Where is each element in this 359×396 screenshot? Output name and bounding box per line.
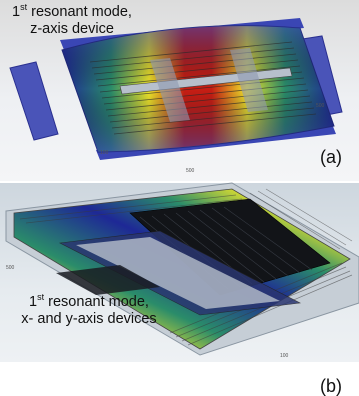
axis-tick: 100 — [100, 150, 109, 156]
panel-label-b: (b) — [320, 376, 342, 396]
panel-a-caption: 1st resonant mode, z-axis device — [12, 2, 132, 37]
panel-b-caption: 1st resonant mode, x- and y-axis devices — [21, 292, 157, 327]
xy-axis-fem-render — [0, 183, 359, 362]
axis-tick: 100 — [280, 353, 289, 359]
panel-a-z-axis-device — [0, 0, 359, 181]
panel-b-xy-axis-devices — [0, 183, 359, 396]
axis-tick: 500 — [316, 103, 325, 109]
anchor-pad-left — [10, 62, 58, 140]
panel-label-a: (a) — [320, 147, 342, 167]
axis-tick: 500 — [186, 168, 195, 174]
axis-tick: 500 — [6, 265, 15, 271]
